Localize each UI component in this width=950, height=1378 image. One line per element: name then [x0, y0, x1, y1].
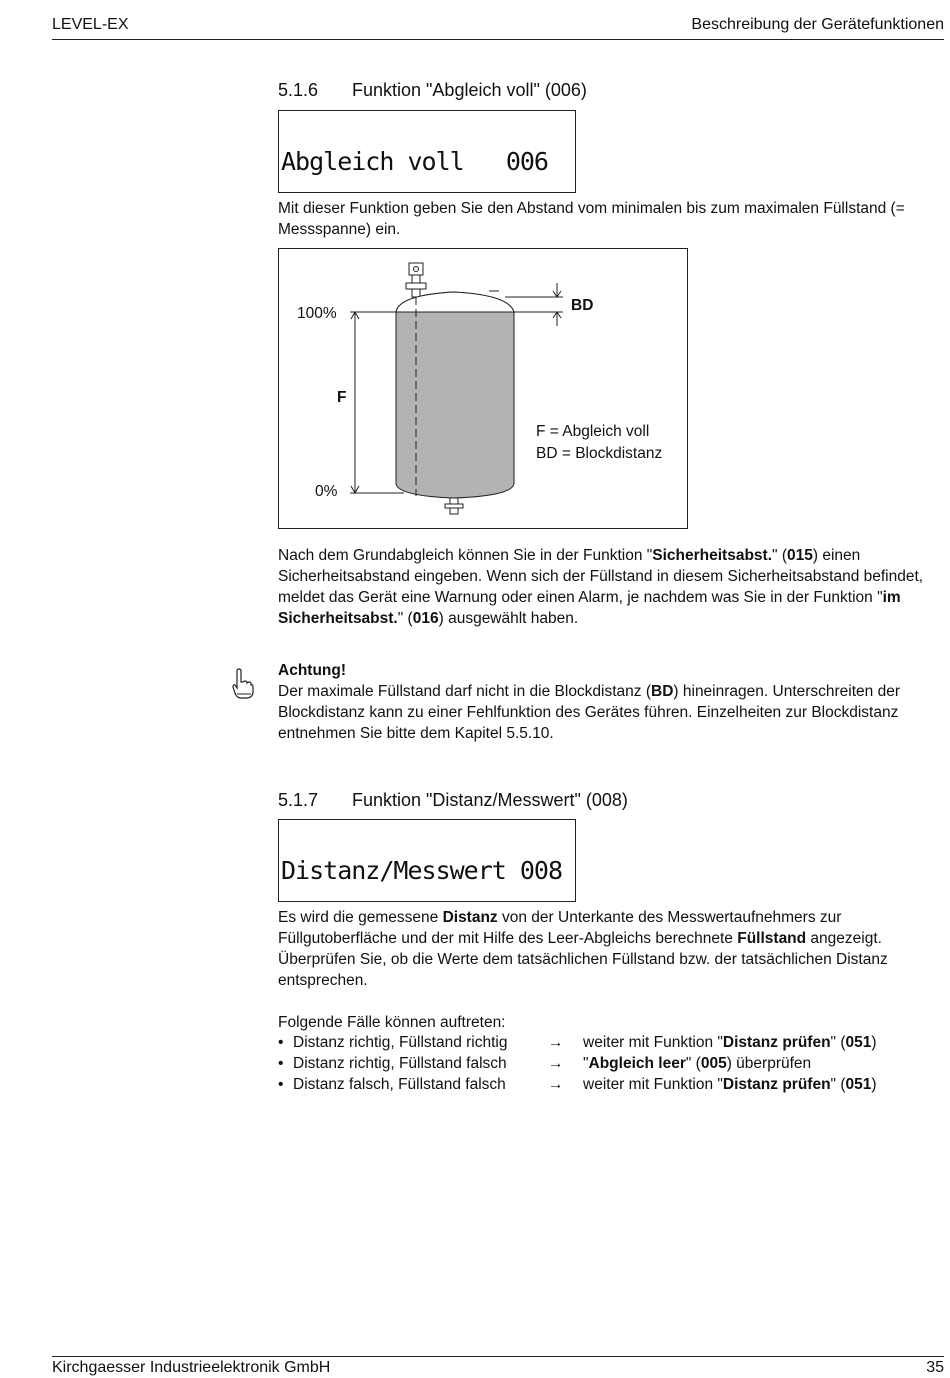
legend-line-2: BD = Blockdistanz: [536, 445, 663, 462]
case-action: [583, 1053, 811, 1074]
text: ): [871, 1076, 877, 1093]
bold-text: Füllstand: [737, 930, 807, 947]
label-0-percent: 0%: [315, 483, 338, 500]
text: " (: [685, 1055, 701, 1072]
text: ) hineinragen. Unterschreiten der Blockdistanz kann zu einer Fehlfunktion des Gerätes führen. Einzelheiten zur Blockdistanz entnehmen Sie bitte dem Kapitel 5.5.10.: [278, 683, 901, 742]
lcd-line-1: Abgleich voll 006: [281, 147, 548, 176]
case-condition: Distanz richtig, Füllstand richtig: [293, 1034, 508, 1051]
pointing-hand-icon: [229, 668, 255, 700]
list-item: [278, 1074, 938, 1095]
bold-text: BD: [651, 683, 674, 700]
bold-text: 015: [787, 547, 813, 564]
legend-line-1: F = Abgleich voll: [536, 423, 650, 440]
lcd-display-008: [278, 819, 576, 902]
distance-paragraph: [278, 907, 933, 991]
list-item: [278, 1053, 938, 1074]
text: ) ausgewählt haben.: [438, 610, 579, 627]
lcd-line-1: Distanz/Messwert 008: [281, 856, 563, 885]
footer-left: Kirchgaesser Industrieelektronik GmbH: [52, 1359, 331, 1376]
list-item: [278, 1032, 938, 1053]
bold-text: 051: [845, 1034, 872, 1051]
bold-text: Distanz prüfen: [722, 1034, 831, 1051]
cases-list: [278, 1032, 938, 1095]
bold-text: Distanz: [442, 909, 498, 926]
lcd-display-006: [278, 110, 576, 193]
section-heading: Funktion "Abgleich voll" (006): [352, 80, 587, 100]
label-100-percent: 100%: [297, 305, 337, 322]
cases-intro: Folgende Fälle können auftreten:: [278, 1014, 506, 1031]
header-left: LEVEL-EX: [52, 16, 129, 33]
section-number: 5.1.7: [278, 790, 319, 810]
section-heading: Funktion "Distanz/Messwert" (008): [352, 790, 628, 810]
bold-text: Abgleich leer: [588, 1055, 686, 1072]
bold-text: im Sicherheitsabst.: [278, 589, 901, 627]
section-number: 5.1.6: [278, 80, 319, 100]
bold-text: 016: [412, 610, 439, 627]
text: Es wird die gemessene: [278, 909, 443, 926]
bullet: •: [278, 1076, 284, 1093]
case-condition: Distanz richtig, Füllstand falsch: [293, 1055, 507, 1072]
bold-text: Distanz prüfen: [722, 1076, 831, 1093]
text: " (: [830, 1034, 846, 1051]
text: von der Unterkante des Messwertaufnehmers zur Füllgutoberfläche und der mit Hilfe des Leer-Abgleichs berechnete: [278, 909, 842, 947]
bullet: •: [278, 1034, 284, 1051]
text: angezeigt. Überprüfen Sie, ob die Werte dem tatsächlichen Füllstand bzw. der tatsächlichen Distanz entsprechen.: [278, 930, 888, 989]
tank-body: [396, 292, 514, 498]
tank-figure: [278, 248, 688, 529]
safety-distance-paragraph: [278, 545, 933, 629]
text: ) überprüfen: [726, 1055, 812, 1072]
header-rule: [52, 39, 944, 40]
label-bd: BD: [571, 297, 594, 314]
intro-paragraph: Mit dieser Funktion geben Sie den Abstand vom minimalen bis zum maximalen Füllstand (= Messspanne) ein.: [278, 200, 905, 238]
case-action: [583, 1074, 877, 1095]
footer-rule: [52, 1356, 944, 1357]
text: " (: [397, 610, 413, 627]
text: ) einen Sicherheitsabstand eingeben. Wenn sich der Füllstand in diesem Sicherheitsabstand befindet, meldet das Gerät eine Warnung oder einen Alarm, je nachdem was Sie in der Funktion ": [278, 547, 924, 606]
section-title-516: [278, 80, 587, 101]
text: " (: [830, 1076, 846, 1093]
arrow: →: [548, 1055, 564, 1072]
bold-text: 051: [845, 1076, 872, 1093]
case-condition: Distanz falsch, Füllstand falsch: [293, 1076, 506, 1093]
text: weiter mit Funktion ": [583, 1076, 723, 1093]
text: " (: [772, 547, 788, 564]
bullet: •: [278, 1055, 284, 1072]
bold-text: Sicherheitsabst.: [652, 547, 773, 564]
note-title: Achtung!: [278, 662, 347, 679]
arrow: →: [548, 1034, 564, 1051]
case-action: [583, 1032, 877, 1053]
section-title-517: [278, 790, 628, 811]
text: weiter mit Funktion ": [583, 1034, 723, 1051]
header-right: Beschreibung der Gerätefunktionen: [691, 16, 944, 33]
label-f: F: [337, 389, 347, 406]
text: ): [871, 1034, 877, 1051]
text: ": [583, 1055, 589, 1072]
bold-text: 005: [700, 1055, 727, 1072]
text: Nach dem Grundabgleich können Sie in der Funktion ": [278, 547, 653, 564]
sensor-head: [409, 263, 423, 275]
arrow: →: [548, 1076, 564, 1093]
text: Der maximale Füllstand darf nicht in die Blockdistanz (: [278, 683, 652, 700]
page-number: 35: [926, 1359, 944, 1376]
warning-note: [278, 660, 933, 744]
